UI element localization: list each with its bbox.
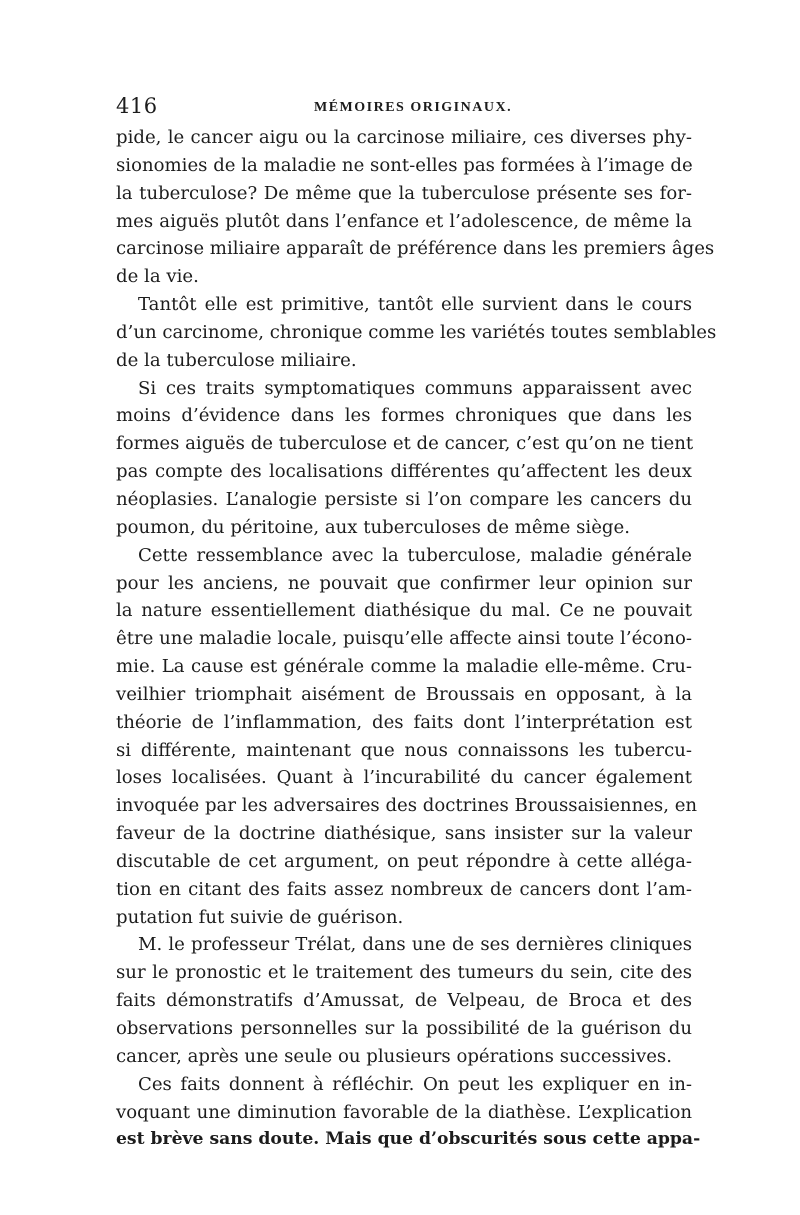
paragraph xyxy=(116,291,717,375)
text-line: carcinose miliaire apparaît de préférence dans les premiers âges xyxy=(116,238,715,260)
text-line: néoplasies. L’analogie persiste si l’on compare les cancers du xyxy=(116,488,692,510)
text-line: sur le pronostic et le traitement des tumeurs du sein, cite des xyxy=(116,962,692,984)
text-line: Tantôt elle est primitive, tantôt elle survient dans le cours xyxy=(138,294,692,316)
text-line: si différente, maintenant que nous connaissons les tubercu- xyxy=(116,739,692,761)
text-line: théorie de l’inflammation, des faits dont l’interprétation est xyxy=(116,711,692,733)
text-line: putation fut suivie de guérison. xyxy=(116,906,404,928)
text-line: voquant une diminution favorable de la diathèse. L’explication xyxy=(116,1101,692,1123)
text-line: discutable de cet argument, on peut répondre à cette alléga- xyxy=(116,850,692,872)
page-number: 416 xyxy=(116,94,158,118)
text-line: pide, le cancer aigu ou la carcinose miliaire, ces diverses phy- xyxy=(116,127,692,148)
text-line: observations personnelles sur la possibilité de la guérison du xyxy=(116,1018,692,1039)
text-line: poumon, du péritoine, aux tuberculoses de même siège. xyxy=(116,516,630,538)
text-line: sionomies de la maladie ne sont-elles pas formées à l’image de xyxy=(116,154,693,176)
text-line: veilhier triomphait aisément de Broussais en opposant, à la xyxy=(116,683,692,705)
text-line: moins d’évidence dans les formes chroniques que dans les xyxy=(116,405,692,427)
text-line: loses localisées. Quant à l’incurabilité du cancer également xyxy=(116,767,692,789)
text-line: la tuberculose? De même que la tuberculose présente ses for- xyxy=(116,182,692,204)
text-line: de la tuberculose miliaire. xyxy=(116,349,357,371)
text-line: mie. La cause est générale comme la maladie elle-même. Cru- xyxy=(116,656,692,678)
text-line: faits démonstratifs d’Amussat, de Velpeau, de Broca et des xyxy=(116,990,692,1012)
text-line: mes aiguës plutôt dans l’enfance et l’adolescence, de même la xyxy=(116,210,692,232)
paragraph xyxy=(116,124,715,291)
text-line: faveur de la doctrine diathésique, sans insister sur la valeur xyxy=(116,823,692,845)
body-text xyxy=(116,124,717,1154)
running-head: MÉMOIRES ORIGINAUX. xyxy=(314,100,513,115)
text-line: être une maladie locale, puisqu’elle affecte ainsi toute l’écono- xyxy=(116,628,692,650)
text-line: la nature essentiellement diathésique du mal. Ce ne pouvait xyxy=(116,600,692,622)
text-line: de la vie. xyxy=(116,266,199,288)
paragraph xyxy=(116,542,698,932)
paragraph xyxy=(116,1071,701,1155)
text-line: cancer, après une seule ou plusieurs opérations successives. xyxy=(116,1045,672,1067)
text-line: Cette ressemblance avec la tuberculose, maladie générale xyxy=(138,544,692,566)
text-line: d’un carcinome, chronique comme les variétés toutes semblables xyxy=(116,321,717,343)
text-line: Si ces traits symptomatiques communs apparaissent avec xyxy=(138,377,692,399)
text-line: pour les anciens, ne pouvait que confirmer leur opinion sur xyxy=(116,572,692,594)
text-line: invoquée par les adversaires des doctrines Broussaisiennes, en xyxy=(116,795,698,817)
text-line: M. le professeur Trélat, dans une de ses dernières cliniques xyxy=(138,934,692,956)
page-header xyxy=(116,94,696,124)
text-line: formes aiguës de tuberculose et de cancer, c’est qu’on ne tient xyxy=(116,433,694,455)
paragraph xyxy=(116,931,692,1070)
text-line: Ces faits donnent à réfléchir. On peut les expliquer en in- xyxy=(138,1073,692,1095)
text-line: tion en citant des faits assez nombreux de cancers dont l’am- xyxy=(116,878,692,900)
paragraph xyxy=(116,375,692,542)
text-line: est brève sans doute. Mais que d’obscurités sous cette appa- xyxy=(116,1129,701,1150)
text-line: pas compte des localisations différentes qu’affectent les deux xyxy=(116,461,692,483)
